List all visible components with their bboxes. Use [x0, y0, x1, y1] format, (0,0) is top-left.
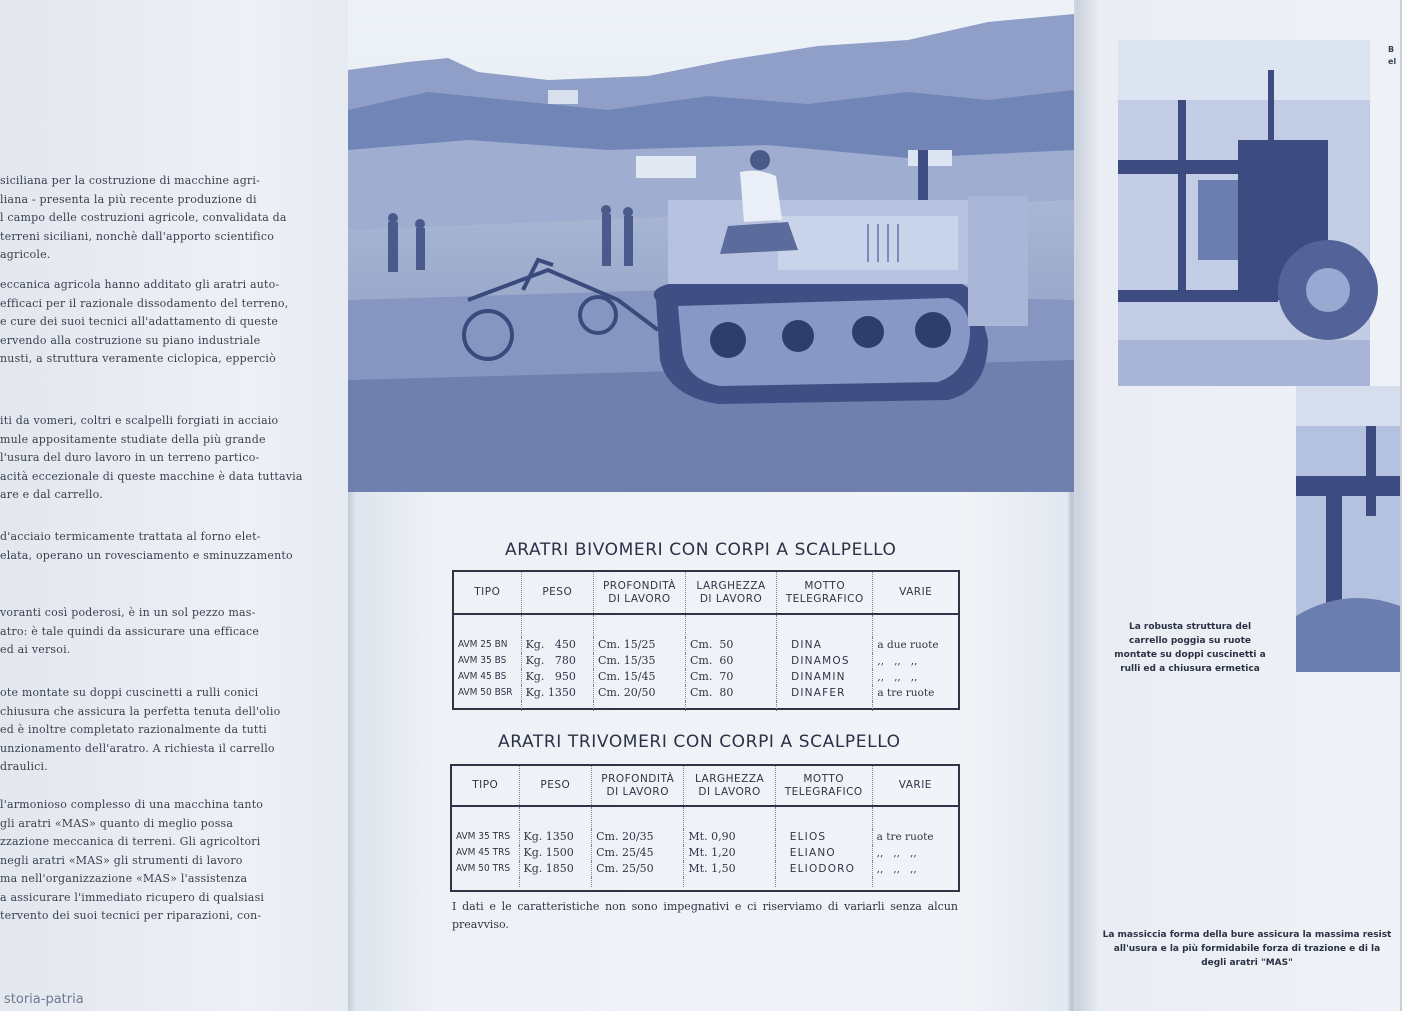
table-cell: Mt. 0,90: [684, 829, 775, 845]
table-cell: AVM 50 TRS: [452, 861, 519, 877]
plough-carriage-photo: [1118, 40, 1370, 386]
table-spacer-row: [454, 614, 958, 637]
table-spacer-cell: [592, 877, 684, 887]
table-cell: ,, ,, ,,: [877, 671, 918, 683]
left-paragraph-line: agricole.: [0, 248, 51, 261]
column-header: LARGHEZZA DI LAVORO: [686, 572, 777, 614]
table-spacer-cell: [684, 806, 775, 829]
table-spacer-cell: [775, 877, 872, 887]
table-row: [452, 861, 958, 877]
table-cell: Cm. 15/35: [593, 653, 685, 669]
table-cell: Cm. 25/45: [592, 845, 684, 861]
table-cell: Kg. 1850: [519, 861, 592, 877]
table-cell: Kg. 1350: [521, 685, 593, 701]
disclaimer-note: I dati e le caratteristiche non sono impegnativi e ci riserviamo di variarli senza alcun preavviso.: [452, 900, 958, 931]
caption-bure-line: La massiccia forma della bure assicura la massima resist: [1102, 930, 1392, 940]
table1-title: ARATRI BIVOMERI CON CORPI A SCALPELLO: [505, 540, 897, 560]
table-cell: DINA: [777, 637, 873, 653]
left-paragraph-line: l'armonioso complesso di una macchina tanto: [0, 798, 264, 811]
left-paragraph: [0, 172, 287, 265]
table-cell: a due ruote: [877, 639, 939, 651]
caption-bure-line: degli aratri "MAS": [1201, 958, 1293, 968]
left-paragraph-line: liana - presenta la più recente produzione di: [0, 192, 257, 206]
table-cell: AVM 35 BS: [454, 653, 521, 669]
table-cell: AVM 50 BSR: [454, 685, 521, 701]
table-spacer-row: [452, 806, 958, 829]
column-header: VARIE: [872, 766, 958, 806]
column-header: LARGHEZZA DI LAVORO: [684, 766, 775, 806]
table-cell: ELIOS: [775, 829, 872, 845]
table-spacer-cell: [454, 614, 521, 637]
table-cell: Kg. 780: [521, 653, 593, 669]
table-cell: Cm. 25/50: [592, 861, 684, 877]
left-paragraph-line: ma nell'organizzazione «MAS» l'assistenza: [0, 872, 248, 885]
table-spacer-cell: [521, 701, 593, 711]
table-cell: Kg. 950: [521, 669, 593, 685]
corner-text-line: el: [1388, 57, 1397, 66]
table-cell: Mt. 1,50: [684, 861, 775, 877]
table-cell: DINAMIN: [777, 669, 873, 685]
left-paragraph-line: l campo delle costruzioni agricole, convalidata da: [0, 211, 287, 224]
left-paragraph-line: iti da vomeri, coltri e scalpelli forgiati in acciaio: [0, 414, 279, 427]
column-header: MOTTO TELEGRAFICO: [775, 766, 872, 806]
table-cell: ,, ,, ,,: [876, 847, 917, 859]
left-paragraph-line: terreni siciliani, nonchè dall'apporto scientifico: [0, 229, 275, 243]
table-spacer-cell: [873, 701, 958, 711]
table-spacer-cell: [684, 877, 775, 887]
watermark: storia-patria: [4, 992, 84, 1007]
table-row: [454, 653, 958, 669]
table-cell: AVM 25 BN: [454, 637, 521, 653]
left-paragraph-line: atro: è tale quindi da assicurare una efficace: [0, 624, 260, 638]
table-spacer-cell: [593, 701, 685, 711]
left-paragraph-line: chiusura che assicura la perfetta tenuta dell'olio: [0, 704, 281, 718]
table-spacer-row: [452, 877, 958, 887]
table-spacer-cell: [592, 806, 684, 829]
column-header: TIPO: [452, 766, 519, 806]
column-header: PROFONDITÀ DI LAVORO: [592, 766, 684, 806]
table-cell: Cm. 60: [686, 653, 777, 669]
table-row: [454, 685, 958, 701]
table-cell: Kg. 1500: [519, 845, 592, 861]
table-spacer-cell: [775, 806, 872, 829]
left-paragraph-line: efficaci per il razionale dissodamento del terreno,: [0, 296, 289, 310]
left-paragraph-line: ed ai versoi.: [0, 643, 71, 656]
table-cell: AVM 45 TRS: [452, 845, 519, 861]
table-cell: DINAFER: [777, 685, 873, 701]
table-cell: a tre ruote: [876, 831, 934, 843]
table-cell: ,, ,, ,,: [877, 655, 918, 667]
table-cell: AVM 35 TRS: [452, 829, 519, 845]
left-paragraph-line: tervento dei suoi tecnici per riparazioni, con-: [0, 909, 262, 922]
table-cell: Cm. 20/35: [592, 829, 684, 845]
left-paragraph-line: unzionamento dell'aratro. A richiesta il carrello: [0, 741, 275, 755]
table-row: [452, 829, 958, 845]
corner-text-line: B: [1388, 45, 1395, 54]
table-spacer-cell: [452, 806, 519, 829]
left-paragraph-line: negli aratri «MAS» gli strumenti di lavoro: [0, 853, 243, 867]
left-paragraph-line: ote montate su doppi cuscinetti a rulli conici: [0, 686, 259, 699]
caption-bure: [1092, 928, 1402, 970]
left-paragraph-line: nusti, a struttura veramente ciclopica, epperciò: [0, 352, 276, 365]
table-spacer-cell: [872, 877, 958, 887]
table-cell: ELIODORO: [775, 861, 872, 877]
column-header: TIPO: [454, 572, 521, 614]
table-cell: DINAMOS: [777, 653, 873, 669]
left-paragraph-line: eccanica agricola hanno additato gli aratri auto-: [0, 278, 280, 291]
table-spacer-cell: [452, 877, 519, 887]
table-cell: Cm. 50: [686, 637, 777, 653]
table-spacer-cell: [593, 614, 685, 637]
table-cell: Kg. 1350: [519, 829, 592, 845]
table-spacer-cell: [521, 614, 593, 637]
left-paragraph-line: d'acciaio termicamente trattata al forno elet-: [0, 530, 261, 543]
table-cell: Cm. 20/50: [593, 685, 685, 701]
column-header: PESO: [519, 766, 592, 806]
left-paragraph-line: draulici.: [0, 760, 48, 773]
table-row: [452, 845, 958, 861]
table-cell: ,, ,, ,,: [876, 863, 917, 875]
left-paragraph-line: voranti così poderosi, è in un sol pezzo mas-: [0, 606, 256, 619]
table-spacer-cell: [519, 877, 592, 887]
table-cell: Cm. 15/45: [593, 669, 685, 685]
corner-text-fragment: [1388, 44, 1396, 68]
caption-carrello: La robusta struttura del carrello poggia su ruote montate su doppi cuscinetti a rulli ed a chiusura ermetica: [1114, 622, 1266, 674]
left-paragraph-line: zzazione meccanica di terreni. Gli agricoltori: [0, 835, 261, 848]
left-paragraph-line: siciliana per la costruzione di macchine agri-: [0, 174, 261, 187]
table-spacer-cell: [777, 614, 873, 637]
table-spacer-cell: [873, 614, 958, 637]
left-paragraph-line: elata, operano un rovesciamento e sminuzzamento: [0, 548, 293, 562]
table-spacer-cell: [872, 806, 958, 829]
left-paragraph: [0, 684, 281, 777]
left-paragraph-line: a assicurare l'immediato ricupero di qualsiasi: [0, 890, 265, 904]
column-header: PROFONDITÀ DI LAVORO: [593, 572, 685, 614]
left-paragraph-line: are e dal carrello.: [0, 488, 103, 501]
plough-beam-photo: [1296, 386, 1400, 672]
table-row: [454, 637, 958, 653]
table2-title: ARATRI TRIVOMERI CON CORPI A SCALPELLO: [498, 732, 901, 752]
table-spacer-cell: [519, 806, 592, 829]
left-paragraph: [0, 412, 303, 505]
table-spacer-cell: [454, 701, 521, 711]
left-paragraph-line: e cure dei suoi tecnici all'adattamento di queste: [0, 315, 279, 328]
table1: [454, 572, 958, 711]
table-row: [454, 669, 958, 685]
table-cell: Cm. 70: [686, 669, 777, 685]
table2: [452, 766, 958, 887]
left-paragraph-line: ervendo alla costruzione su piano industriale: [0, 333, 261, 347]
table-cell: AVM 45 BS: [454, 669, 521, 685]
left-paragraph: [0, 796, 265, 926]
table-cell: Kg. 450: [521, 637, 593, 653]
left-paragraph-line: mule appositamente studiate della più grande: [0, 432, 266, 446]
table-cell: ELIANO: [775, 845, 872, 861]
left-paragraph-line: acità eccezionale di queste macchine è data tuttavia: [0, 469, 303, 483]
left-paragraph-line: l'usura del duro lavoro in un terreno partico-: [0, 451, 260, 464]
table-cell: Cm. 80: [686, 685, 777, 701]
table-spacer-row: [454, 701, 958, 711]
table-spacer-cell: [686, 614, 777, 637]
column-header: VARIE: [873, 572, 958, 614]
column-header: PESO: [521, 572, 593, 614]
table-cell: a tre ruote: [877, 687, 935, 699]
left-paragraph: [0, 528, 293, 565]
table-cell: Cm. 15/25: [593, 637, 685, 653]
tractor-plough-photo: [348, 0, 1074, 492]
left-paragraph: [0, 604, 262, 660]
left-paragraph-line: ed è inoltre completato razionalmente da tutti: [0, 723, 267, 736]
caption-bure-line: all'usura e la più formidabile forza di trazione e di la: [1113, 944, 1381, 954]
column-header: MOTTO TELEGRAFICO: [777, 572, 873, 614]
table-spacer-cell: [777, 701, 873, 711]
left-paragraph-line: gli aratri «MAS» quanto di meglio possa: [0, 816, 234, 830]
table-spacer-cell: [686, 701, 777, 711]
left-paragraph: [0, 276, 289, 369]
table-cell: Mt. 1,20: [684, 845, 775, 861]
